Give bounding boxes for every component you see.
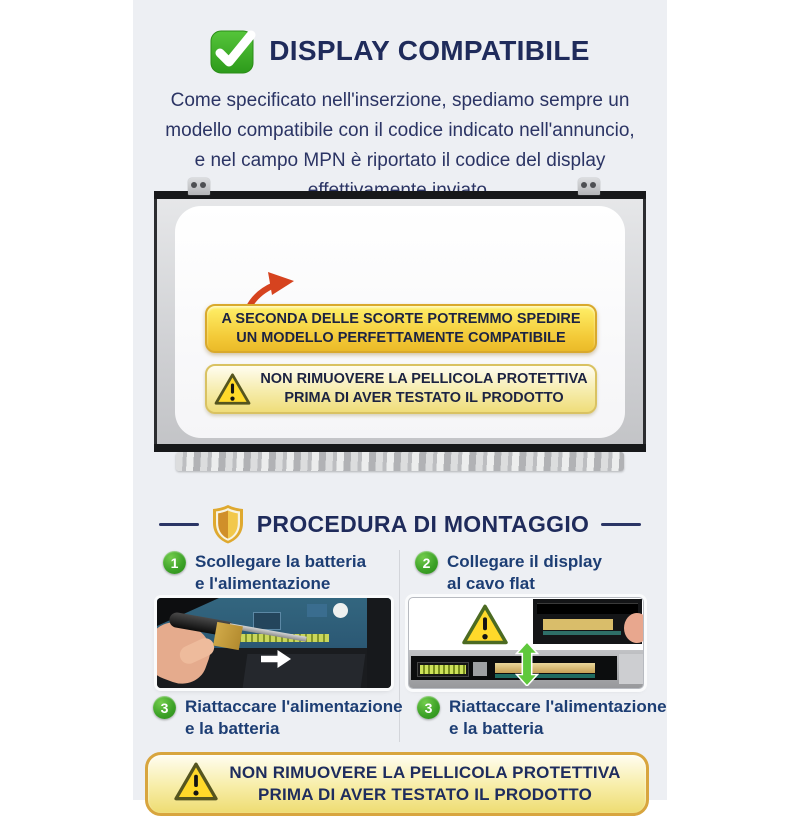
step-1-photo bbox=[157, 598, 391, 688]
flex-cable bbox=[213, 622, 243, 650]
film-warning-line: PRIMA DI AVER TESTATO IL PRODOTTO bbox=[284, 390, 564, 406]
step-2-text bbox=[447, 551, 602, 594]
step-2-badge: 2 bbox=[415, 551, 438, 574]
banner-line1: NON RIMUOVERE LA PELLICOLA PROTETTIVA bbox=[229, 763, 621, 782]
panel-bracket-right bbox=[578, 178, 600, 195]
intro-line: e nel campo MPN è riportato il codice del display bbox=[194, 150, 606, 171]
step-2-photo bbox=[409, 598, 643, 688]
step-3-right-label bbox=[417, 696, 667, 739]
step-1-text bbox=[195, 551, 366, 594]
panel-foil-strip bbox=[176, 452, 624, 471]
updown-arrow-icon bbox=[515, 642, 539, 686]
step-1-badge: 1 bbox=[163, 551, 186, 574]
cable-edge bbox=[495, 674, 595, 678]
warning-triangle-icon bbox=[214, 373, 251, 406]
fingertip bbox=[624, 613, 643, 643]
page-title: DISPLAY COMPATIBILE bbox=[269, 35, 590, 66]
procedure-title: PROCEDURA DI MONTAGGIO bbox=[256, 510, 590, 537]
panel-top-edge bbox=[154, 191, 646, 199]
step-3-line2: e la batteria bbox=[449, 718, 544, 738]
step-3-left-label bbox=[153, 696, 403, 739]
chip bbox=[307, 604, 327, 617]
step-3-text bbox=[185, 696, 403, 739]
shield-icon bbox=[211, 504, 245, 544]
foil-piece bbox=[619, 654, 643, 684]
intro-line: modello compatibile con il codice indicato nell'annuncio, bbox=[165, 120, 635, 141]
screw-hole bbox=[191, 182, 197, 188]
procedure-heading bbox=[133, 504, 667, 544]
connector-tab bbox=[473, 662, 487, 676]
heading-dash-left bbox=[159, 523, 199, 526]
step-2-label bbox=[415, 551, 602, 594]
warning-triangle-icon bbox=[173, 762, 219, 802]
screw-hole bbox=[581, 182, 587, 188]
heading-dash-right bbox=[601, 523, 641, 526]
warning-triangle-icon bbox=[461, 604, 509, 646]
step-3-line1: Riattaccare l'alimentazione bbox=[449, 697, 667, 716]
connector-bar bbox=[537, 603, 638, 614]
flat-cable bbox=[495, 663, 595, 673]
panel-bottom-edge bbox=[154, 444, 646, 452]
step-3-line2: e la batteria bbox=[185, 718, 280, 738]
step-3-badge: 3 bbox=[153, 696, 176, 719]
connector-closeup-inset bbox=[530, 599, 642, 647]
stock-notice-box bbox=[205, 304, 597, 353]
step-3-line1: Riattaccare l'alimentazione bbox=[185, 697, 403, 716]
film-warning-line: NON RIMUOVERE LA PELLICOLA PROTETTIVA bbox=[260, 371, 588, 387]
step-2-line2: al cavo flat bbox=[447, 573, 535, 593]
panel-bracket-left bbox=[188, 178, 210, 195]
step-3-text bbox=[449, 696, 667, 739]
banner-text bbox=[229, 762, 620, 806]
cable-edge bbox=[543, 631, 621, 635]
banner-line2: PRIMA DI AVER TESTATO IL PRODOTTO bbox=[257, 785, 592, 804]
screw-hole bbox=[590, 182, 596, 188]
white-marker bbox=[333, 603, 348, 618]
step-1-line2: e l'alimentazione bbox=[195, 573, 331, 593]
step-2-line1: Collegare il display bbox=[447, 552, 602, 571]
stock-notice-line: A SECONDA DELLE SCORTE POTREMMO SPEDIRE bbox=[221, 310, 581, 327]
stock-notice-line: UN MODELLO PERFETTAMENTE COMPATIBILE bbox=[236, 329, 566, 346]
step-1-label bbox=[163, 551, 366, 594]
step-3-badge: 3 bbox=[417, 696, 440, 719]
flat-cable bbox=[543, 619, 613, 630]
hero-title-row bbox=[133, 28, 667, 74]
film-warning-box bbox=[205, 364, 597, 414]
step-1-line1: Scollegare la batteria bbox=[195, 552, 367, 571]
lcd-panel-figure bbox=[150, 178, 650, 478]
stock-notice-text bbox=[221, 310, 580, 348]
intro-line: Come specificato nell'inserzione, spediamo sempre un bbox=[170, 90, 630, 111]
lvds-connector bbox=[417, 662, 469, 677]
green-check-icon bbox=[210, 28, 256, 74]
screw-hole bbox=[200, 182, 206, 188]
chassis-edge bbox=[367, 598, 391, 688]
listing-infographic bbox=[133, 0, 667, 804]
connector-pins bbox=[420, 665, 466, 674]
film-warning-text bbox=[260, 370, 587, 408]
film-warning-banner bbox=[145, 752, 649, 816]
